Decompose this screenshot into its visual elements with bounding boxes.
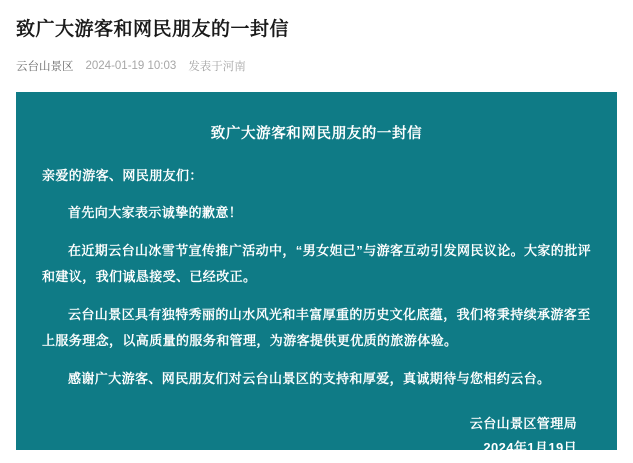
article-meta — [16, 44, 617, 74]
letter-title: 致广大游客和网民朋友的一封信 — [210, 126, 423, 142]
signer-name: 云台山景区管理局 — [469, 416, 577, 431]
letter-paragraph: 云台山景区具有独特秀丽的山水风光和丰富厚重的历史文化底蕴，我们将秉持续承游客至上服务理念，以高质量的服务和管理，为游客提供更优质的旅游体验。 — [42, 307, 591, 348]
letter-paragraph: 感谢广大游客、网民朋友们对云台山景区的支持和厚爱，真诚期待与您相约云台。 — [68, 371, 551, 386]
letter-salutation: 亲爱的游客、网民朋友们： — [42, 168, 203, 183]
meta-location: 发表于河南 — [188, 61, 246, 73]
letter-paragraph: 在近期云台山冰雪节宣传推广活动中，“男女妲己”与游客互动引发网民议论。大家的批评和建议，我们诚恳接受、已经改正。 — [42, 243, 592, 284]
meta-date: 2024-01-19 10:03 — [85, 60, 177, 72]
meta-source: 云台山景区 — [16, 61, 74, 73]
page-title: 致广大游客和网民朋友的一封信 — [16, 19, 290, 40]
signer-date: 2024年1月19日 — [483, 440, 577, 455]
letter-card — [16, 92, 617, 455]
letter-paragraph: 首先向大家表示诚挚的歉意！ — [68, 205, 243, 220]
letter-signature — [42, 412, 591, 460]
